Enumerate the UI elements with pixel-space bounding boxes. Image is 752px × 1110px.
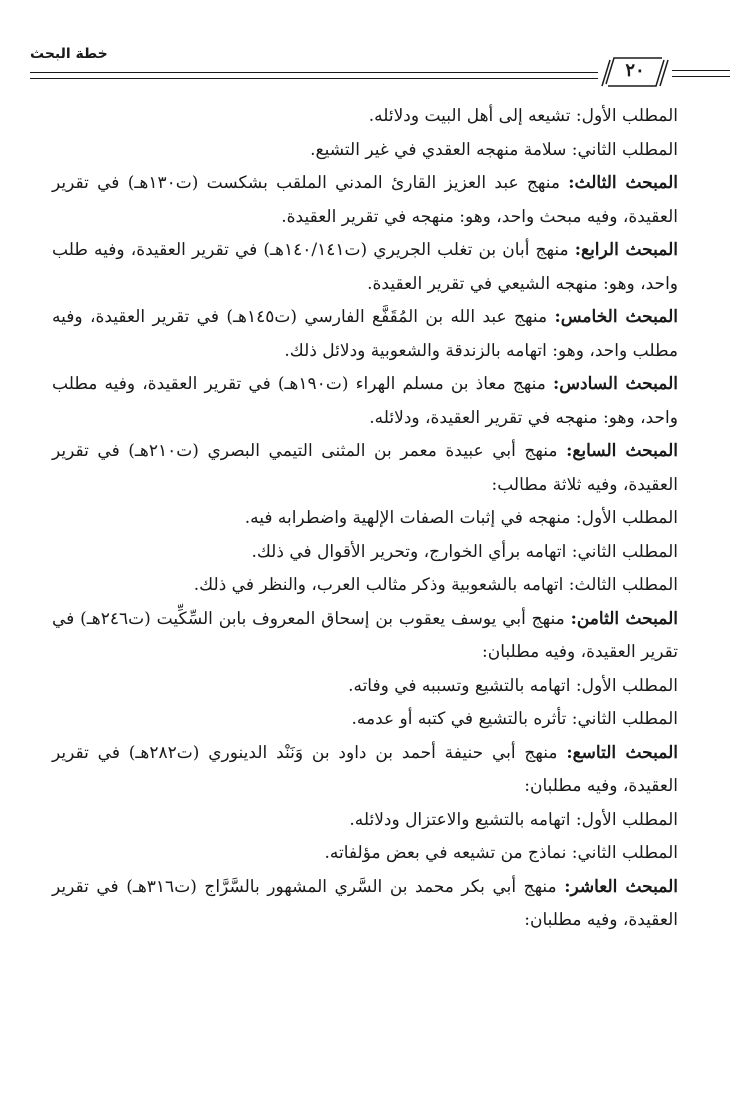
subsection-entry: المطلب الثاني: سلامة منهجه العقدي في غير التشيع. (310, 139, 678, 160)
section-label: المبحث التاسع: (566, 742, 678, 763)
running-title: خطة البحث (30, 46, 108, 62)
page-header (30, 44, 702, 88)
header-rule (30, 72, 598, 73)
subsection-entry: المطلب الثاني: تأثره بالتشيع في كتبه أو عدمه. (351, 709, 678, 729)
section-label: المبحث العاشر: (564, 876, 678, 897)
header-rule (30, 78, 598, 79)
subsection-entry: المطلب الأول: اتهامه بالتشيع والاعتزال ودلائله. (349, 809, 678, 830)
section-heading-entry (52, 234, 702, 301)
section-text: منهج أبان بن تغلب الجريري (ت١٤٠/١٤١هـ) في تقرير العقيدة، وفيه طلب واحد، وهو: منهجه الشيعي في تقرير العقيدة. (52, 240, 678, 294)
section-text: منهج أبي بكر محمد بن السَّري المشهور بالسَّرَّاج (ت٣١٦هـ) في تقرير العقيدة، وفيه مطلبان: (52, 876, 678, 930)
section-heading-entry (52, 368, 702, 435)
section-heading-entry (52, 301, 702, 368)
section-text: منهج أبي عبيدة معمر بن المثنى التيمي البصري (ت٢١٠هـ) في تقرير العقيدة، وفيه ثلاثة مطالب: (52, 441, 678, 495)
section-text: منهج عبد الله بن المُقَفَّع الفارسي (ت١٤٥هـ) في تقرير العقيدة، وفيه مطلب واحد، وهو: اتهامه بالزندقة والشعوبية ودلائل ذلك. (52, 307, 678, 361)
section-text: منهج معاذ بن مسلم الهراء (ت١٩٠هـ) في تقرير العقيدة، وفيه مطلب واحد، وهو: منهجه في تقرير العقيدة، ودلائله. (52, 374, 678, 428)
subsection-entry: المطلب الثاني: نماذج من تشيعه في بعض مؤلفاته. (324, 843, 678, 863)
subsection-entry: المطلب الأول: منهجه في إثبات الصفات الإلهية واضطرابه فيه. (244, 508, 678, 528)
section-label: المبحث السابع: (566, 441, 678, 461)
section-label: المبحث الخامس: (554, 307, 678, 327)
section-heading-entry (52, 435, 702, 502)
section-text: منهج أبي حنيفة أحمد بن داود بن وَنَنْد الدينوري (ت٢٨٢هـ) في تقرير العقيدة، وفيه مطلبان: (52, 742, 678, 796)
outline-body (52, 100, 702, 938)
page-number-frame (600, 56, 670, 86)
section-heading-entry (52, 871, 702, 938)
section-text: منهج أبي يوسف يعقوب بن إسحاق المعروف بابن السِّكِّيت (ت٢٤٦هـ) في تقرير العقيدة، وفيه مطلبان: (52, 608, 678, 662)
section-label: المبحث الثامن: (570, 608, 679, 629)
section-heading-entry (52, 737, 702, 804)
subsection-entry: المطلب الثاني: اتهامه برأي الخوارج، وتحرير الأقوال في ذلك. (251, 541, 678, 562)
subsection-entry: المطلب الثالث: اتهامه بالشعوبية وذكر مثالب العرب، والنظر في ذلك. (193, 575, 678, 595)
subsection-entry: المطلب الأول: اتهامه بالتشيع وتسببه في وفاته. (348, 675, 678, 696)
page-number: ٢٠ (625, 60, 645, 81)
subsection-entry: المطلب الأول: تشيعه إلى أهل البيت ودلائله. (368, 106, 678, 126)
section-label: المبحث الثالث: (568, 173, 678, 193)
section-label: المبحث السادس: (552, 374, 678, 394)
section-heading-entry (52, 603, 702, 670)
header-rule-tail (672, 70, 730, 80)
section-text: منهج عبد العزيز القارئ المدني الملقب بشكست (ت١٣٠هـ) في تقرير العقيدة، وفيه مبحث واحد، وهو: منهجه في تقرير العقيدة. (52, 173, 678, 227)
section-label: المبحث الرابع: (574, 240, 678, 260)
section-heading-entry (52, 167, 702, 234)
